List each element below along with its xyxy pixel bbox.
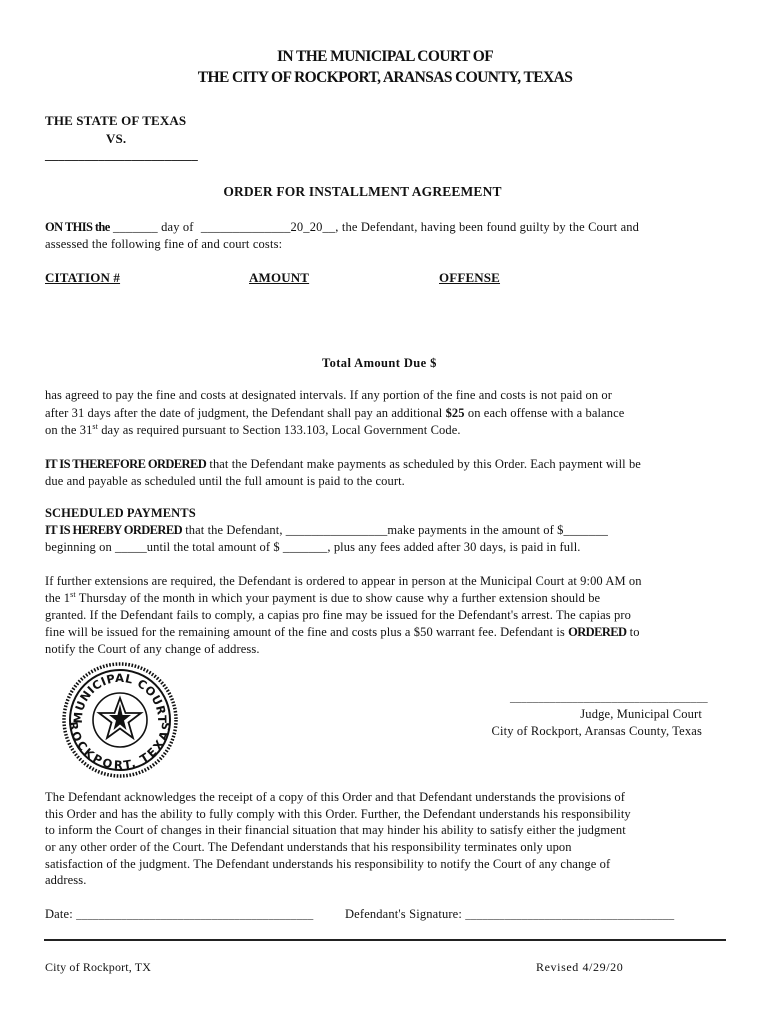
judge-city: City of Rockport, Aransas County, Texas [491, 724, 702, 738]
payment-amount-blank[interactable]: _______ [563, 523, 608, 537]
para3-line2: the 1st Thursday of the month in which your payment is due to show cause why a further extension should be [45, 589, 601, 605]
para1-line3: on the 31st day as required pursuant to Section 133.103, Local Government Code. [45, 421, 461, 437]
ack-line1: The Defendant acknowledges the receipt of a copy of this Order and that Defendant understands the provisions of [45, 790, 626, 804]
state-of-texas: THE STATE OF TEXAS [45, 113, 187, 128]
seal-bottom-text: ROCKPORT, TEXAS [66, 720, 174, 773]
defendant-signature-blank[interactable]: _____________________________________ [465, 909, 675, 921]
ack-line6: address. [45, 873, 87, 887]
date-blank[interactable]: __________________________________________ [76, 909, 314, 921]
year-prefix: 20 [290, 220, 304, 234]
ack-line5: satisfaction of the judgment. The Defendant understands his responsibility to notify the Court of any change of [45, 857, 611, 871]
offense-header: OFFENSE [439, 270, 501, 285]
defendant-signature-field [345, 906, 674, 925]
date-label: Date: [45, 907, 77, 921]
begin-date-blank[interactable]: _____ [115, 540, 147, 554]
para3-line1: If further extensions are required, the Defendant is ordered to appear in person at the Municipal Court at 9:00 AM on [45, 574, 642, 588]
intro-line-1 [45, 219, 735, 237]
footer-divider [44, 939, 726, 941]
intro-rest: , the Defendant, having been found guilty by the Court and [335, 220, 640, 234]
citation-header: CITATION # [45, 270, 121, 285]
para2-line1: IT IS THEREFORE ORDERED that the Defendant make payments as scheduled by this Order. Each payment will be [45, 457, 641, 471]
day-of-label: day of [161, 220, 194, 234]
footer-left: City of Rockport, TX [45, 960, 152, 974]
ack-line4: or any other order of the Court. The Defendant understands that his responsibility terminates only upon [45, 840, 572, 854]
ack-line2: this Order and has the ability to fully comply with this Order. Further, the Defendant understands his responsibility [45, 807, 631, 821]
seal-top-text: MUNICIPAL COURT [70, 670, 170, 724]
intro-line-2: assessed the following fine of and court costs: [45, 237, 283, 251]
total-amount-due: Total Amount Due $ [322, 356, 437, 370]
date-field [45, 906, 313, 925]
para3-line3: granted. If the Defendant fails to comply, a capias pro fine may be issued for the Defendant's arrest. The capias pro [45, 608, 631, 622]
year-value[interactable]: _20__ [303, 220, 336, 234]
amount-header: AMOUNT [249, 270, 310, 285]
day-blank[interactable]: _______ [113, 220, 158, 234]
footer-right: Revised 4/29/20 [536, 960, 624, 974]
month-blank[interactable]: ______________ [200, 220, 291, 234]
judge-signature-line[interactable]: ___________________________________ [510, 692, 708, 704]
order-title: ORDER FOR INSTALLMENT AGREEMENT [223, 184, 502, 199]
defendant-blank[interactable]: ________________ [285, 523, 388, 537]
defendant-name-blank[interactable]: _______________________ [45, 147, 198, 162]
schedule-line1: IT IS HEREBY ORDERED that the Defendant, ________________make payments in the amount of $_______ [45, 523, 608, 537]
on-this-label: ON THIS the [45, 220, 110, 234]
judge-title: Judge, Municipal Court [580, 707, 702, 721]
para2-line2: due and payable as scheduled until the full amount is paid to the court. [45, 474, 405, 488]
para1-line1: has agreed to pay the fine and costs at designated intervals. If any portion of the fine and costs is not paid on or [45, 388, 613, 402]
versus-label: VS. [106, 131, 127, 146]
para1-line2: after 31 days after the date of judgment, the Defendant shall pay an additional $25 on each offense with a balance [45, 406, 625, 420]
para3-line4: fine will be issued for the remaining amount of the fine and costs plus a $50 warrant fee. Defendant is ORDERED to [45, 625, 640, 639]
ack-line3: to inform the Court of changes in their financial situation that may hinder his ability to satisfy either the judgment [45, 823, 626, 837]
schedule-line2: beginning on _____until the total amount of $ _______, plus any fees added after 30 days, is paid in full. [45, 540, 581, 554]
court-title-line2: THE CITY OF ROCKPORT, ARANSAS COUNTY, TEXAS [197, 69, 573, 86]
defendant-signature-label: Defendant's Signature: [345, 907, 466, 921]
court-title-line1: IN THE MUNICIPAL COURT OF [276, 48, 494, 65]
scheduled-payments-heading: SCHEDULED PAYMENTS [45, 506, 196, 520]
para3-line5: notify the Court of any change of address. [45, 642, 260, 656]
total-amount-blank[interactable]: _______ [282, 540, 328, 554]
